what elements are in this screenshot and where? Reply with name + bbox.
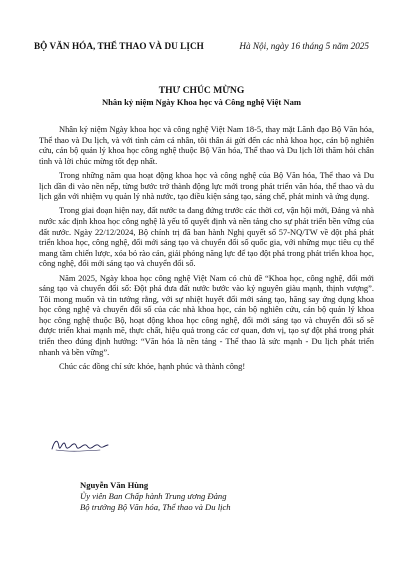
signer-role-party: Ủy viên Ban Chấp hành Trung ương Đảng [80, 491, 227, 502]
paragraph-3: Trong giai đoạn hiện nay, đất nước ta đang đứng trước các thời cơ, vận hội mới, Đảng và nhà nước xác định khoa học công nghệ là yếu tố quyết định và nền tảng cho sự phát triển bền vững của đất nước. Ngày 22/12/2024, Bộ chính trị đã ban hành Nghị quyết số 57-NQ/TW về đột phá phát triển khoa học, công nghệ, đổi mới sáng tạo và chuyển đổi số quốc gia, với những mục tiêu cụ thể mang tầm chiến lược, xóa bỏ rào cản, giải phóng năng lực để tạo đột phá trong phát triển khoa học, công nghệ, đổi mới sáng tạo và chuyển đổi số. [39, 205, 374, 269]
paragraph-1: Nhân kỷ niệm Ngày khoa học và công nghệ Việt Nam 18-5, thay mặt Lãnh đạo Bộ Văn hóa, Thể thao và Du lịch, và với tình cảm cá nhân, tôi thân ái gửi đến các nhà khoa học, cán bộ nghiên cứu, cán bộ quản lý khoa học công nghệ thuộc Bộ Văn hóa, Thể thao và Du lịch lời thăm hỏi chân tình và lời chúc mừng tốt đẹp nhất. [39, 124, 374, 166]
signer-block [80, 480, 231, 514]
handwritten-signature [50, 435, 110, 455]
dateline: Hà Nội, ngày 16 tháng 5 năm 2025 [239, 41, 369, 51]
paragraph-4: Năm 2025, Ngày khoa học công nghệ Việt Nam có chủ đề “Khoa học, công nghệ, đổi mới sáng tạo và chuyển đổi số: Đột phá đưa đất nước bước vào kỷ nguyên giàu mạnh, thịnh vượng”. Tôi mong muốn và tin tưởng rằng, với sự nhiệt huyết đổi mới sáng tạo, hăng say ứng dụng khoa học công nghệ và chuyển đổi số của các nhà khoa học, cán bộ nghiên cứu, cán bộ quản lý khoa học công nghệ thuộc Bộ, hoạt động khoa học công nghệ, đổi mới sáng tạo và chuyển đổi số sẽ được triển khai mạnh mẽ, thực chất, hiệu quả trong các cơ quan, đơn vị, tạo sự đột phá trong phát triển theo đúng định hướng: “Văn hóa là nền tảng - Thể thao là sức mạnh - Du lịch phát triển nhanh và bền vững”. [39, 272, 374, 357]
letter-body [39, 124, 374, 375]
signer-role-minister: Bộ trưởng Bộ Văn hóa, Thể thao và Du lịch [80, 502, 231, 513]
signer-name: Nguyễn Văn Hùng [80, 480, 149, 490]
paragraph-2: Trong những năm qua hoạt động khoa học và công nghệ của Bộ Văn hóa, Thể thao và Du lịch dần đi vào nền nếp, từng bước trở thành động lực mới trong phát triển văn hóa, thể thao và du lịch gắn với nhiệm vụ quản lý nhà nước, tạo điều kiện sáng tạo, sáng chế, phát minh và ứng dụng. [39, 169, 374, 202]
letter-title: THƯ CHÚC MỪNG [158, 85, 245, 96]
paragraph-5: Chúc các đồng chí sức khỏe, hạnh phúc và thành công! [59, 360, 246, 371]
letter-subtitle: Nhân kỷ niệm Ngày Khoa học và Công nghệ Việt Nam [101, 97, 302, 107]
ministry-name: BỘ VĂN HÓA, THỂ THAO VÀ DU LỊCH [34, 41, 204, 51]
